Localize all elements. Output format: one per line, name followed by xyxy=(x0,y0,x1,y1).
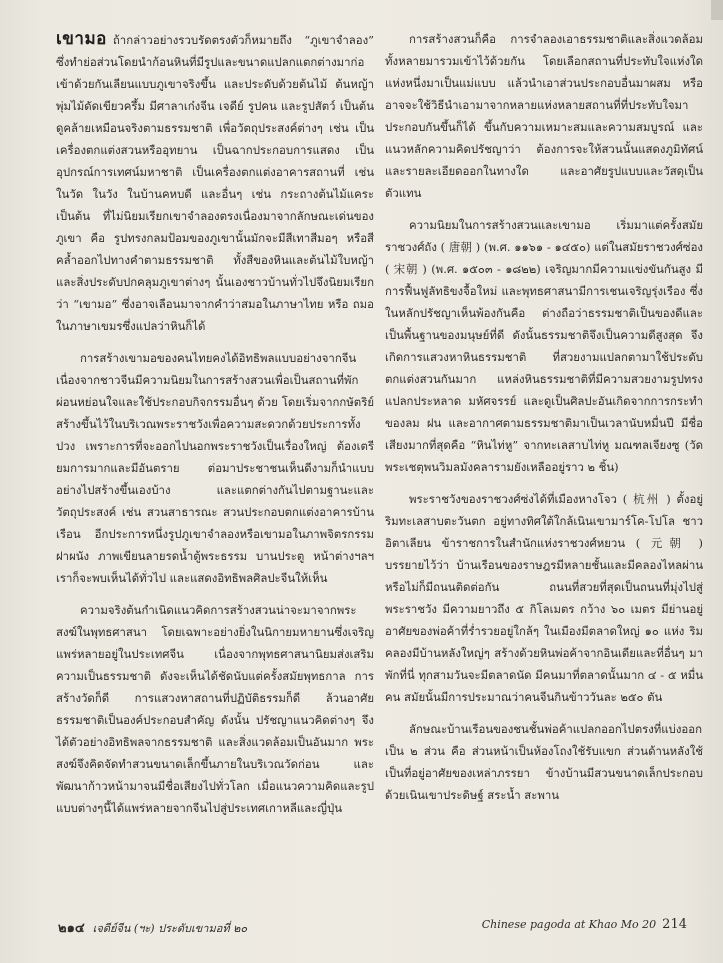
page-footer xyxy=(58,917,687,935)
left-paragraph-1-text: ถ้ากล่าวอย่างรวบรัดตรงตัวก็หมายถึง “ภูเขาจำลอง” ซึ่งทำย่อส่วนโดยนำก้อนหินที่มีรูปและขนาดแปลกแตกต่างมาก่อเข้าด้วยกันเลียนแบบภูเขาจริงขึ้น และประดับด้วยต้นไม้ ต้นหญ้า พุ่มไม้ดัดเขียวครึ้ม มีศาลาเก๋งจีน เจดีย์ รูปคน และรูปสัตว์ เป็นต้น ดูคล้ายเหมือนจริงตามธรรมชาติ เพื่อวัตถุประสงค์ต่างๆ เช่น เป็นเครื่องตกแต่งสวนหรืออุทยาน เป็นฉากประกอบการแสดง เป็นอุปกรณ์การเทศน์มหาชาติ เป็นเครื่องตกแต่งอาคารสถานที่ เช่น ในวัด ในวัง ในบ้านคหบดี และอื่นๆ เช่น กระถางต้นไม้แคระเป็นต้น ที่ไม่นิยมเรียกเขาจำลองตรงเนื่องมาจากลักษณะเด่นของภูเขา คือ รูปทรงกลมป้อมของภูเขานั้นมักจะมีสีเทาสีมอๆ หรือสีคล้ำออกไปทางคำตามธรรมชาติ ทั้งสีของหินและต้นไม้ใบหญ้า และสิ่งประดับปกคลุมภูเขาต่างๆ นั้นเองชาวบ้านทั่วไปจึงนิยมเรียกว่า “เขามอ” ซึ่งอาจเลือนมาจากคำว่าสมอในภาษาไทย หรือ ถมอในภาษาเขมรซึ่งแปลว่าหินก็ได้ xyxy=(56,33,374,333)
footer-right xyxy=(482,917,687,932)
english-caption: Chinese pagoda at Khao Mo 20 xyxy=(481,918,657,931)
right-paragraph-1: การสร้างสวนก็คือ การจำลองเอาธรรมชาติและสิ่งแวดล้อมทั้งหลายมารวมเข้าไว้ด้วยกัน โดยเลือกสถานที่ประทับใจแห่งใดแห่งหนึ่งมาเป็นแม่แบบ แล้วนำเอาส่วนประกอบอื่นมาผสม หรืออาจจะใช้วิธีนำเอามาจากหลายแห่งหลายสถานที่ที่ประทับใจมาประกอบกันขึ้นก็ได้ ขึ้นกับความเหมาะสมและความสมบูรณ์ และแนวหลักความคิดปรัชญาว่า ต้องการจะให้สวนนั้นแสดงภูมิทัศน์และรายละเอียดออกในทางใด และอาศัยรูปแบบและวัสดุเป็นตัวแทน xyxy=(385,32,703,200)
left-paragraph-2: การสร้างเขามอของคนไทยคงได้อิทธิพลแบบอย่างจากจีน เนื่องจากชาวจีนมีความนิยมในการสร้างสวนเพื่อเป็นสถานที่พักผ่อนหย่อนใจและใช้ประกอบกิจกรรมอื่นๆ ด้วย โดยเริ่มจากกษัตริย์สร้างขึ้นไว้ในบริเวณพระราชวังเพื่อความสะดวกด้วยประการทั้งปวง เพราะการที่จะออกไปนอกพระราชวังเป็นเรื่องใหญ่ ต้องเตรียมการมากและมีอันตราย ต่อมาประชาชนเห็นดีงามก็นำแบบอย่างไปสร้างขึ้นเองบ้าง และแตกต่างกันไปตามฐานะและวัตถุประสงค์ เช่น สวนสาธารณะ สวนประกอบตกแต่งอาคารบ้านเรือน อีกประการหนึ่งรูปภูเขาจำลองหรือเขามอในภาพจิตรกรรมฝาผนัง ภาพเขียนลายรดน้ำตู้พระธรรม บานประตู หน้าต่างฯลฯ เราก็จะพบเห็นได้ทั่วไป และแสดงอิทธิพลศิลปะจีนให้เห็น xyxy=(56,351,374,585)
page-corner-shadow xyxy=(711,0,723,20)
lead-word: เขามอ xyxy=(56,29,107,49)
right-column xyxy=(385,28,703,816)
left-paragraph-3: ความจริงต้นกำเนิดแนวคิดการสร้างสวนน่าจะมาจากพระสงฆ์ในพุทธศาสนา โดยเฉพาะอย่างยิ่งในนิกายมหายานซึ่งเจริญแพร่หลายอยู่ในประเทศจีน เนื่องจากพุทธศาสนานิยมส่งเสริมความเป็นธรรมชาติ ดังจะเห็นได้ชัดนับแต่ครั้งสมัยพุทธกาล การสร้างวัดก็ดี การแสวงหาสถานที่ปฏิบัติธรรมก็ดี ล้วนอาศัยธรรมชาติเป็นองค์ประกอบสำคัญ ดังนั้น ปรัชญาแนวคิดต่างๆ จึงได้ตัวอย่างอิทธิพลจากธรรมชาติ และสิ่งแวดล้อมเป็นอันมาก พระสงฆ์จึงคิดจัดทำสวนขนาดเล็กขึ้นภายในบริเวณวัดก่อน และพัฒนาก้าวหน้ามาจนมีชื่อเสียงไปทั่วโลก เมื่อแนวความคิดและรูปแบบต่างๆนี้ได้แพร่หลายจากจีนไปสู่ประเทศเกาหลีและญี่ปุ่น xyxy=(56,603,374,815)
left-column xyxy=(56,28,374,829)
right-paragraph-3: พระราชวังของราชวงศ์ซ่งได้ที่เมืองหางโจว ( 杭州 ) ตั้งอยู่ริมทะเลสาบตะวันตก อยู่ทางทิศใต้ใกล้เนินเขามาร์โค-โปโล ชาวอิตาเลียน ข้าราชการในสำนักแห่งราชวงศ์หยวน ( 元朝 ) บรรยายไว้ว่า บ้านเรือนของราษฎรมีหลายชั้นและมีคลองไหลผ่าน หรือไม่ก็มีถนนติดต่อกัน ถนนที่สวยที่สุดเป็นถนนที่มุ่งไปสู่พระราชวัง มีความยาวถึง ๕ กิโลเมตร กว้าง ๖๐ เมตร มีย่านอยู่อาศัยของพ่อค้าที่ร่ำรวยอยู่ใกล้ๆ ในเมืองมีตลาดใหญ่ ๑๐ แห่ง ริมคลองมีบ้านหลังใหญ่ๆ สร้างด้วยหินพ่อค้าจากอินเดียและที่อื่นๆ มาพักที่นี่ ทุกสามวันจะมีตลาดนัด มีคนมาที่ตลาดนั้นมาก ๔ - ๕ หมื่นคน สมัยนั้นมีการประมาณว่าคนจีนกินข้าววันละ ๒๕๐ ตัน xyxy=(385,492,703,704)
thai-caption: เจดีย์จีน (ฯะ) ประดับเขามอที่ ๒๐ xyxy=(92,922,248,935)
right-paragraph-4: ลักษณะบ้านเรือนของชนชั้นพ่อค้าแปลกออกไปตรงที่แบ่งออกเป็น ๒ ส่วน คือ ส่วนหน้าเป็นห้องโถงใช้รับแขก ส่วนด้านหลังใช้เป็นที่อยู่อาศัยของเหล่าภรรยา ข้างบ้านมีสวนขนาดเล็กประกอบด้วยเนินเขาประดิษฐ์ สระน้ำ สะพาน xyxy=(385,722,703,802)
left-paragraph-1 xyxy=(56,28,374,337)
right-paragraph-2: ความนิยมในการสร้างสวนและเขามอ เริ่มมาแต่ครั้งสมัยราชวงศ์ถัง ( 唐朝 ) (พ.ศ. ๑๑๖๑ - ๑๔๕๐) แต่ในสมัยราชวงศ์ซ่อง ( 宋朝 ) (พ.ศ. ๑๕๐๓ - ๑๘๒๒) เจริญมากมีความแข่งขันกันสูง มีการฟื้นฟูลัทธิขงจื้อใหม่ และพุทธศาสนามีการเชนเจริญรุ่งเรือง ซึ่งในหลักปรัชญาเห็นพ้องกันคือ ต่างถือว่าธรรมชาติเป็นของดีและเป็นพื้นฐานของมนุษย์ที่ดี ดังนั้นธรรมชาติจึงเป็นความดีสูงสุด จึงเกิดการแสวงหาหินธรรมชาติ ที่สวยงามแปลกตามาใช้ประดับตกแต่งสวนกันมาก แหล่งหินธรรมชาติที่มีความสวยงามรูปทรงแปลกประหลาด มหัศจรรย์ และดูเป็นศิลปะอันเกิดจากการกระทำของลม ฝน และอากาศตามธรรมชาติมาเป็นเวลานับหมื่นปี มีชื่อเสียงมากที่สุดคือ “หินไท่หู” จากทะเลสาบไท่หู มณฑลเจียงซู (วัดพระเชตุพนวิมลมังคลารามยังเหลืออยู่ราว ๒ ชิ้น) xyxy=(385,218,703,474)
thai-page-number: ๒๑๔ xyxy=(58,921,85,936)
footer-left xyxy=(58,917,247,938)
arabic-page-number: 214 xyxy=(662,917,687,932)
